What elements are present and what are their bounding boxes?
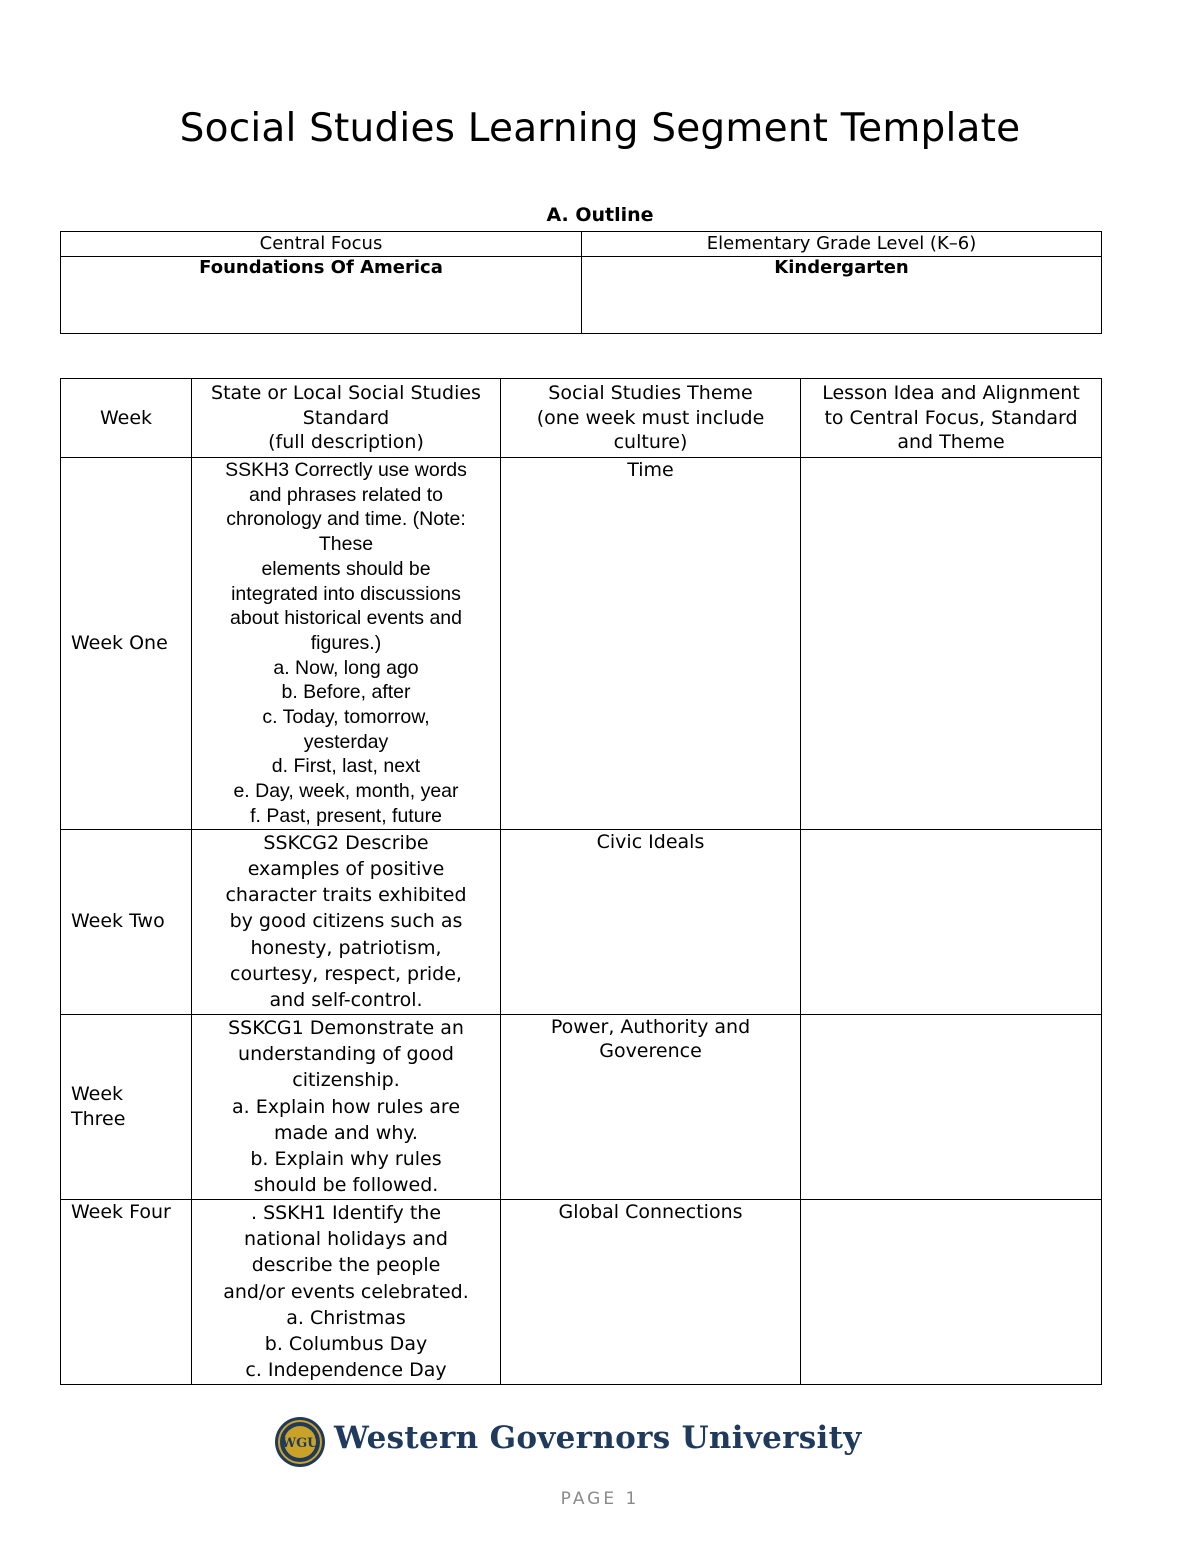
- theme-cell: Power, Authority and Goverence: [501, 1014, 801, 1199]
- theme-cell: Civic Ideals: [501, 829, 801, 1014]
- theme-header: Social Studies Theme (one week must include culture): [501, 379, 801, 458]
- standard-cell: SSKH3 Correctly use words and phrases related to chronology and time. (Note: These elements should be integrated into discussions about historical events and figures.) a. Now, long ago b. Before, after c. Today, tomorrow, yesterday d. First, last, next e. Day, week, month, year f. Past, present, future: [192, 458, 501, 830]
- week-cell: Week Three: [61, 1014, 192, 1199]
- week-cell: Week Two: [61, 829, 192, 1014]
- theme-cell: Time: [501, 458, 801, 830]
- grade-level-label: Elementary Grade Level (K–6): [582, 232, 1102, 257]
- central-focus-value: Foundations Of America: [61, 257, 582, 334]
- segment-table: [60, 378, 1102, 1385]
- standard-cell: SSKCG1 Demonstrate an understanding of good citizenship. a. Explain how rules are made and why. b. Explain why rules should be followed.: [192, 1014, 501, 1199]
- week-header: Week: [61, 379, 192, 458]
- theme-cell: Global Connections: [501, 1199, 801, 1384]
- table-row: [61, 1014, 1102, 1199]
- lesson-cell: [801, 1199, 1102, 1384]
- week-cell: Week Four: [61, 1199, 192, 1384]
- grade-level-value: Kindergarten: [582, 257, 1102, 334]
- central-focus-label: Central Focus: [61, 232, 582, 257]
- page-title: Social Studies Learning Segment Template: [179, 106, 1021, 151]
- week-cell: Week One: [61, 458, 192, 830]
- page-number: PAGE 1: [560, 1489, 640, 1509]
- outline-table: [60, 231, 1102, 334]
- outline-heading: A. Outline: [546, 204, 654, 226]
- table-row: [61, 829, 1102, 1014]
- university-name: Western Governors University: [334, 1420, 862, 1456]
- standard-cell: . SSKH1 Identify the national holidays and describe the people and/or events celebrated. a. Christmas b. Columbus Day c. Independence Day: [192, 1199, 501, 1384]
- lesson-cell: [801, 1014, 1102, 1199]
- lesson-header: Lesson Idea and Alignment to Central Focus, Standard and Theme: [801, 379, 1102, 458]
- lesson-cell: [801, 458, 1102, 830]
- university-logo: [274, 1416, 894, 1470]
- table-row: [61, 1199, 1102, 1384]
- university-seal-icon: [274, 1416, 326, 1468]
- standard-header: State or Local Social Studies Standard (full description): [192, 379, 501, 458]
- lesson-cell: [801, 829, 1102, 1014]
- table-row: [61, 458, 1102, 830]
- standard-cell: SSKCG2 Describe examples of positive character traits exhibited by good citizens such as honesty, patriotism, courtesy, respect, pride, and self-control.: [192, 829, 501, 1014]
- svg-text:WGU: WGU: [281, 1436, 319, 1451]
